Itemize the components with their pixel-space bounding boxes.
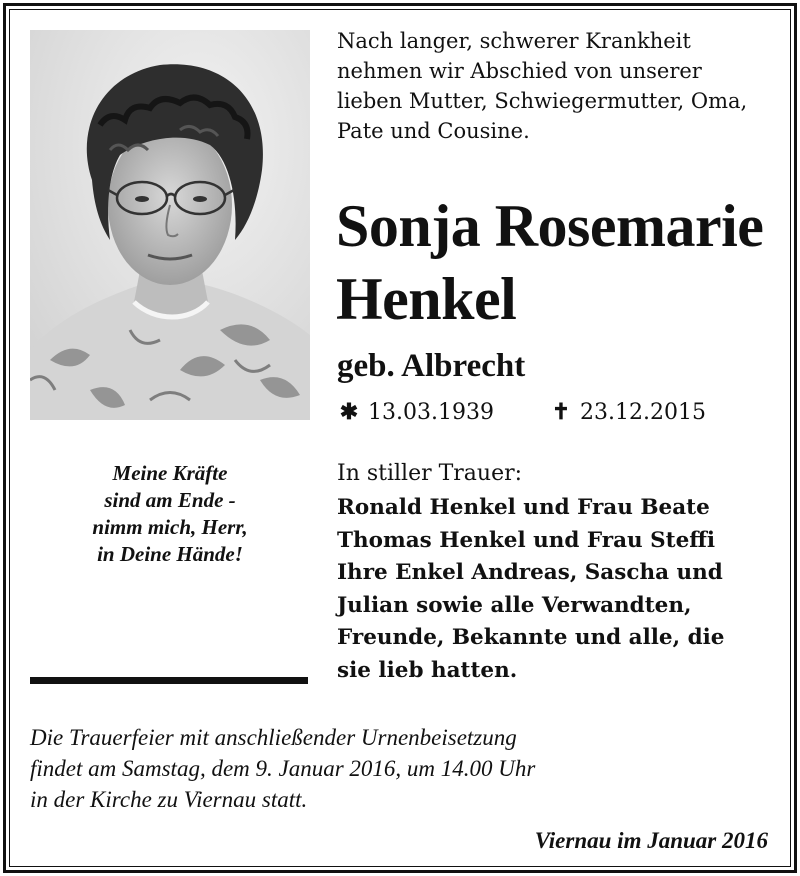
intro-line: nehmen wir Abschied von unserer [337,59,702,83]
life-dates [337,395,777,429]
death-date-group [549,395,706,430]
mourner-line: Thomas Henkel und Frau Steffi [337,527,716,553]
portrait-photo [30,30,310,420]
mourners-list [337,492,787,687]
deceased-name-line2: Henkel [336,266,517,332]
service-line: findet am Samstag, dem 9. Januar 2016, um 14.00 Uhr [30,756,536,781]
intro-line: Pate und Cousine. [337,119,530,143]
quote-line: Meine Kräfte [112,461,228,485]
intro-line: lieben Mutter, Schwiegermutter, Oma, [337,89,748,113]
intro-line: Nach langer, schwerer Krankheit [337,29,691,53]
service-line: in der Kirche zu Viernau statt. [30,787,308,812]
bible-quote [30,460,310,568]
divider-rule [30,677,308,684]
mourner-line: Ihre Enkel Andreas, Sascha und [337,560,723,585]
mourner-line: Julian sowie alle Verwandten, [337,592,692,618]
quote-line: sind am Ende - [104,488,236,512]
service-line: Die Trauerfeier mit anschließender Urnenbeisetzung [30,725,517,750]
birth-date: 13.03.1939 [368,400,494,425]
mourner-line: Ronald Henkel und Frau Beate [337,495,710,520]
mourning-intro: In stiller Trauer: [337,461,523,486]
cross-icon: ✝ [551,399,571,425]
death-date: 23.12.2015 [580,400,706,425]
deceased-name-line1: Sonja Rosemarie [336,193,764,259]
mourner-line: sie lieb hatten. [337,657,518,683]
birth-date-group [337,395,494,430]
portrait-image [30,30,310,420]
intro-text [337,26,777,146]
mourner-line: Freunde, Bekannte und alle, die [337,625,725,650]
funeral-service-info [30,722,770,815]
place-and-date: Viernau im Januar 2016 [534,828,768,853]
quote-line: nimm mich, Herr, [92,515,248,539]
quote-line: in Deine Hände! [97,542,243,566]
deceased-name [336,190,786,336]
maiden-name: geb. Albrecht [337,348,526,384]
birth-star-icon: ✱ [339,399,359,425]
